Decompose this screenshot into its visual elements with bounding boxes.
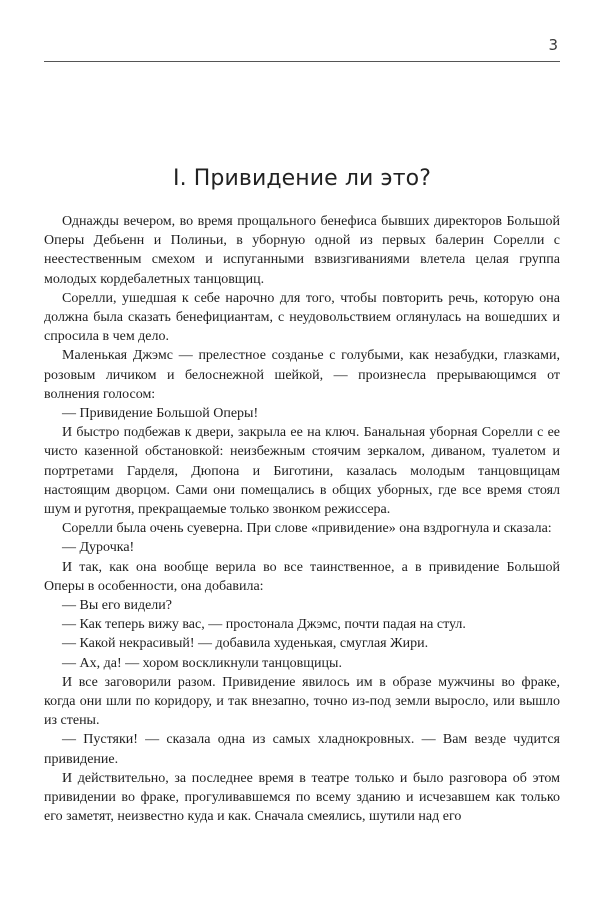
paragraph: И все заговорили разом. Привидение явилось им в образе мужчины во фраке, когда они шли по коридору, и так внезапно, точно из-под земли выросло, или вышло из стены. xyxy=(44,674,560,729)
paragraph: — Ах, да! — хором воскликнули танцовщицы. xyxy=(62,655,342,671)
header-rule xyxy=(44,61,560,62)
chapter-title: I. Привидение ли это? xyxy=(173,166,431,191)
paragraph: И действительно, за последнее время в театре только и было разговора об этом привидении во фраке, прогуливавшемся по всему зданию и исчезавшем как только его заметят, неизвестно куда и как. Сначала смеялись, шутили над его xyxy=(44,770,560,825)
paragraph: Сорелли, ушедшая к себе нарочно для того, чтобы повторить речь, которую она должна была сказать бенефициантам, с неудовольствием оглянулась на вошедших и спросила в чем дело. xyxy=(44,290,560,345)
paragraph: Сорелли была очень суеверна. При слове «привидение» она вздрогнула и сказала: xyxy=(62,521,552,537)
paragraph: — Пустяки! — сказала одна из самых хладнокровных. — Вам везде чудится привидение. xyxy=(44,732,560,767)
paragraph: — Как теперь вижу вас, — простонала Джэмс, почти падая на стул. xyxy=(62,617,466,633)
paragraph: — Дурочка! xyxy=(62,540,135,556)
page-number: 3 xyxy=(548,36,558,54)
paragraph: Маленькая Джэмс — прелестное созданье с голубыми, как незабудки, глазками, розовым личиком и белоснежной шейкой, — произнесла прерывающимся от волнения голосом: xyxy=(44,348,560,402)
body-text xyxy=(44,212,560,827)
paragraph: И быстро подбежав к двери, закрыла ее на ключ. Банальная уборная Сорелли с ее чисто казенной обстановкой: неизбежным стоячим зеркалом, диваном, туалетом и портретами Гарделя, Дюпона и Биготини, казалась молодым танцовщицам настоящим дворцом. Сами они помещались в общих уборных, где все время стоял шум и руготня, прекращаемые только звонком режиссера. xyxy=(44,425,560,518)
paragraph: — Вы его видели? xyxy=(62,598,172,614)
paragraph: — Привидение Большой Оперы! xyxy=(62,406,259,422)
paragraph: — Какой некрасивый! — добавила худенькая, смуглая Жири. xyxy=(62,636,429,652)
paragraph: Однажды вечером, во время прощального бенефиса бывших директоров Большой Оперы Дебьенн и Полиньи, в уборную одной из первых балерин Сорелли с неестественным смехом и испуганными взвизгиваниями влетела целая группа молодых кордебалетных танцовщиц. xyxy=(44,214,560,287)
paragraph: И так, как она вообще верила во все таинственное, а в привидение Большой Оперы в особенности, она добавила: xyxy=(44,559,560,594)
